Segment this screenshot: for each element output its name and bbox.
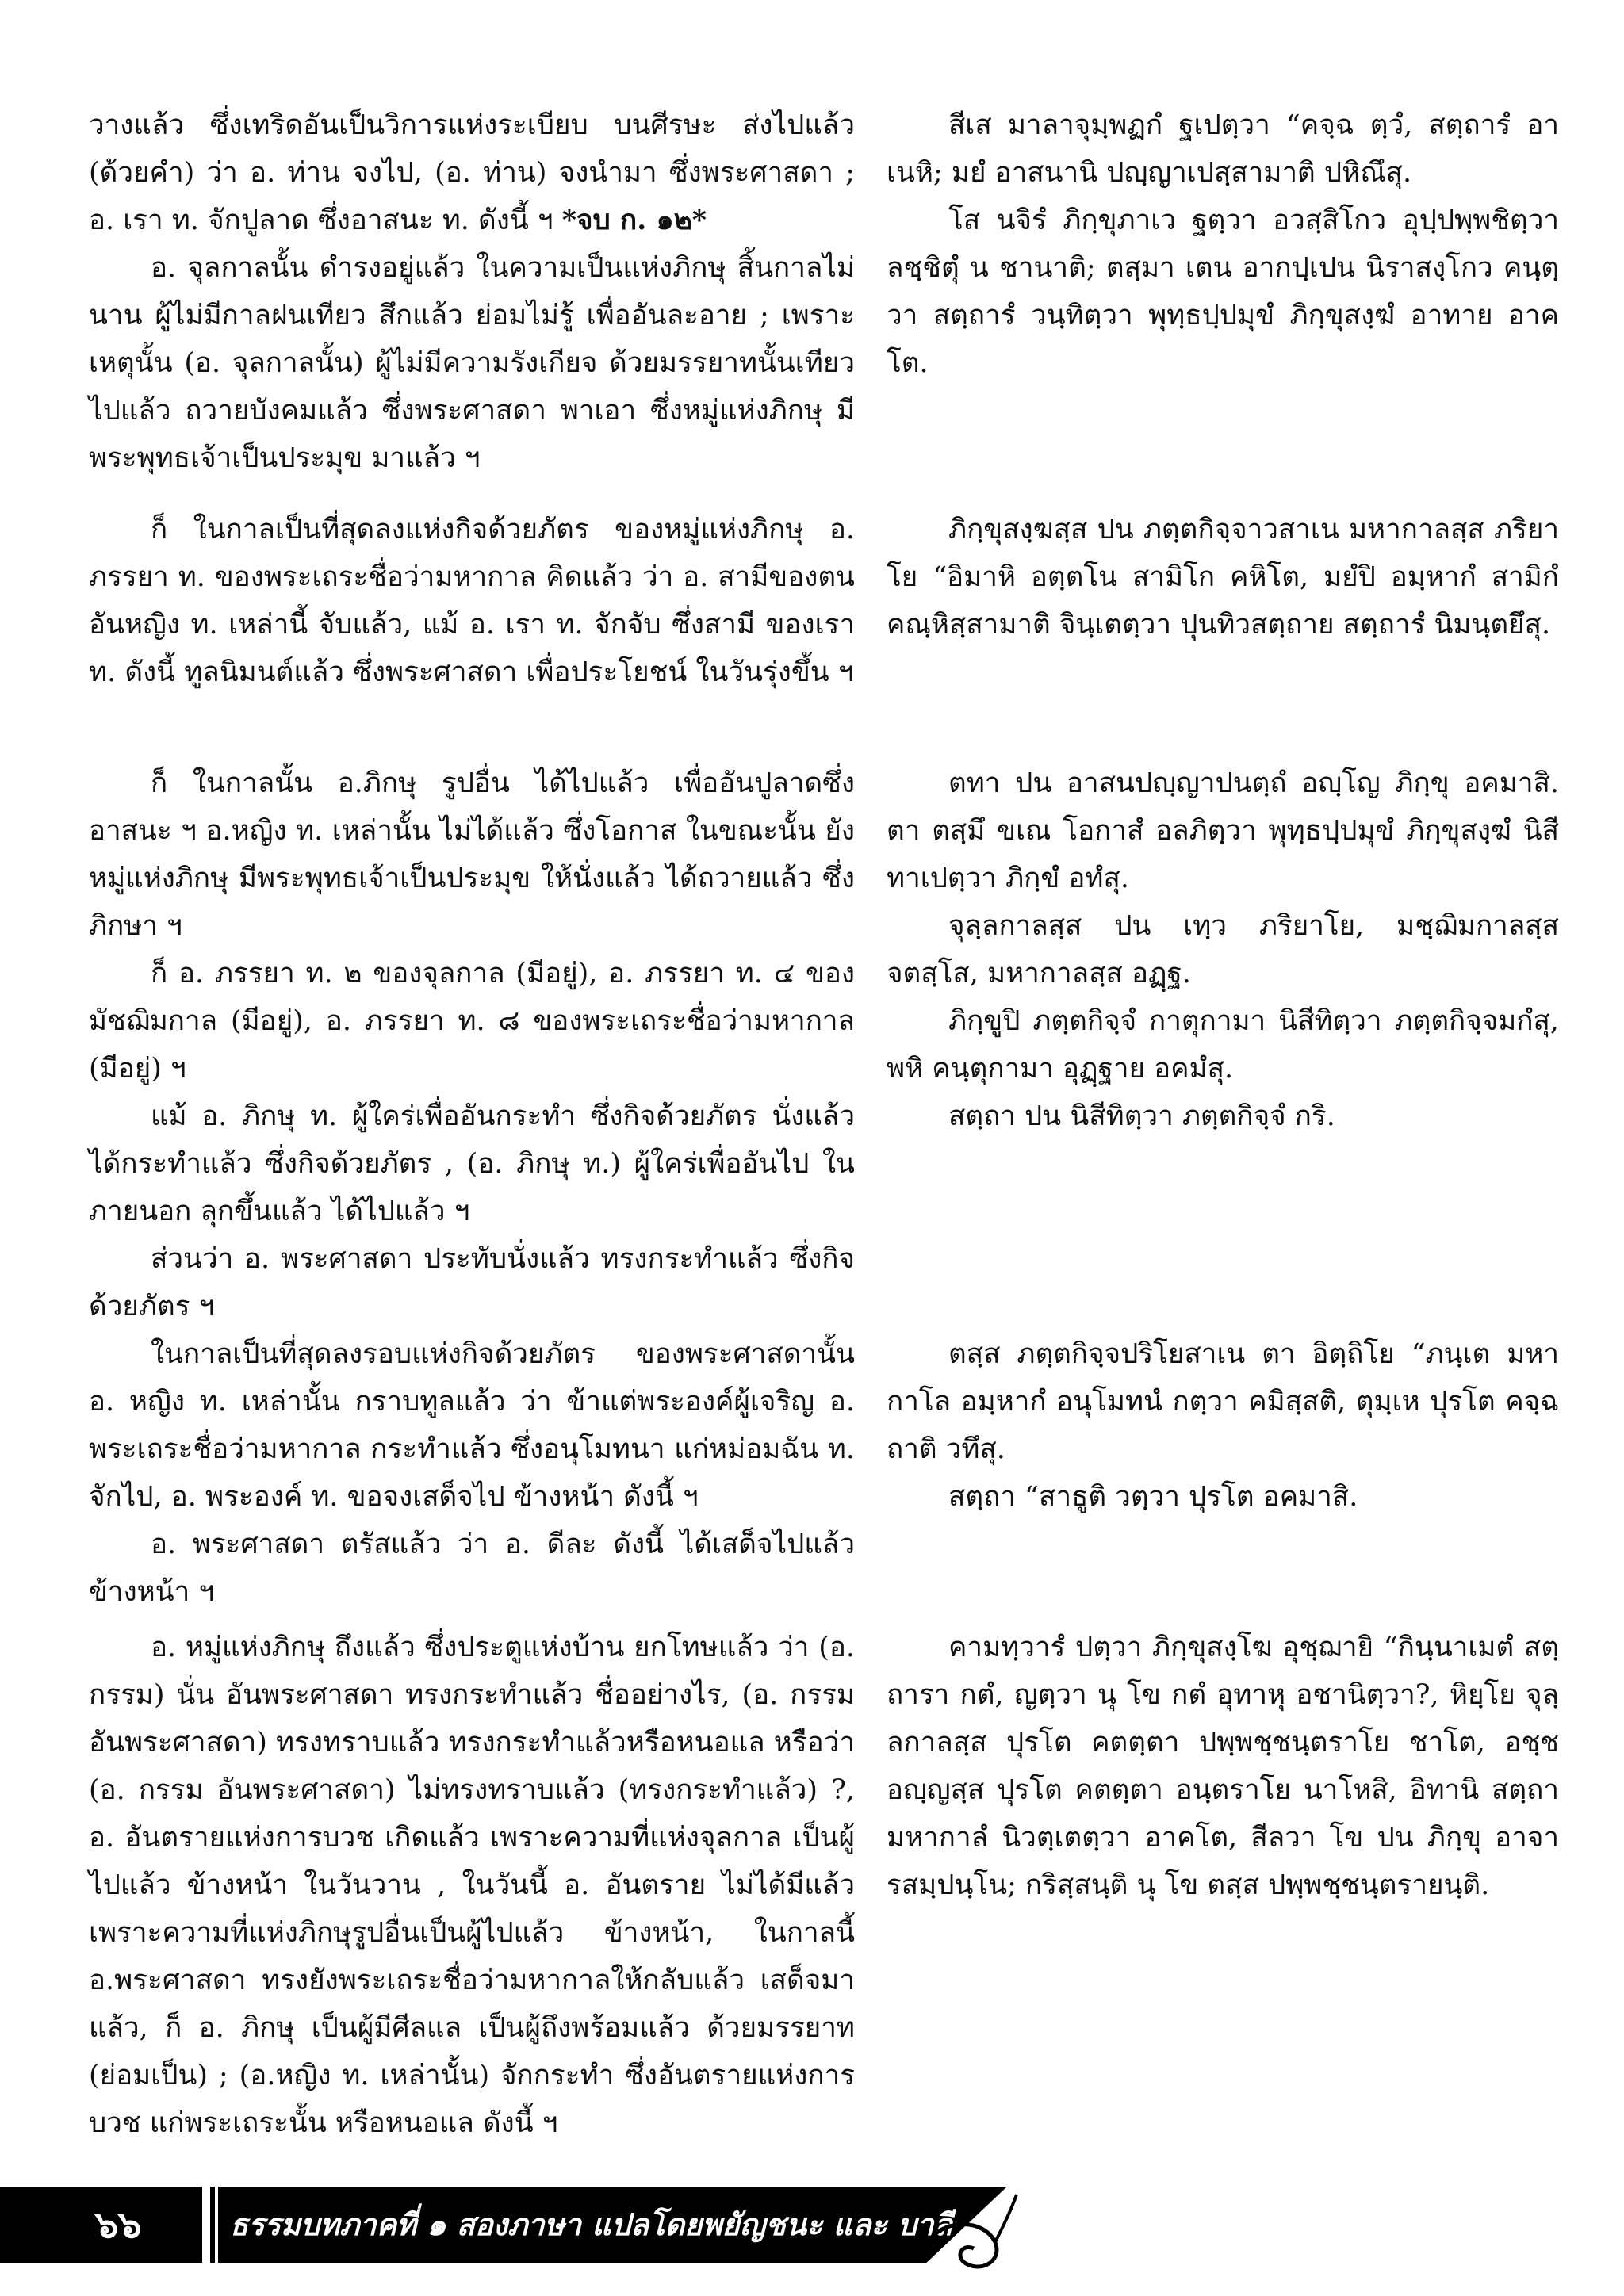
thai-paragraph [89,101,855,244]
thai-paragraph [89,950,855,1093]
thai-paragraph [89,1093,855,1235]
book-title: ธรรมบทภาคที่ ๑ สองภาษา แปลโดยพยัญชนะ และ บาลี [230,2206,952,2242]
page-number: ๖๖ [95,2203,142,2246]
footer-divider [202,2187,210,2263]
pali-column [887,1624,1559,1909]
pali-column [887,760,1559,1140]
pali-paragraph: คามทฺวารํ ปตฺวา ภิกฺขุสงฺโฆ อุชฺฌายิ “กินฺนาเมตํ สตฺถารา กตํ, ญตฺวา นุ โข กตํ อุทาหุ อชานิตฺวา?, หิยฺโย จุลฺลกาลสฺส ปุรโต คตตฺตา ปพฺพชฺชนฺตราโย ชาโต, อชฺช อญฺญสฺส ปุรโต คตตฺตา อนฺตราโย นาโหสิ, อิทานิ สตฺถา มหากาลํ นิวตฺเตตฺวา อาคโต, สีลวา โข ปน ภิกฺขุ อาจารสมฺปนฺโน; กริสฺสนฺติ นุ โข ตสฺส ปพฺพชฺชนฺตรายนฺติ. [887,1632,1559,1901]
thai-column [89,760,855,1330]
pali-paragraph: ภิกฺขุสงฺฆสฺส ปน ภตฺตกิจฺจาวสาเน มหากาลสฺส ภริยาโย “อิมาหิ อตฺตโน สามิโก คหิโต, มยํปิ อมฺหากํ สามิกํ คณฺหิสฺสามาติ จินฺเตตฺวา ปุนทิวสตฺถาย สตฺถารํ นิมนฺตยึสุ. [887,514,1559,641]
pali-paragraph: จุลฺลกาลสฺส ปน เทฺว ภริยาโย, มชฺฌิมกาลสฺส จตสฺโส, มหากาลสฺส อฏฺฐ. [887,910,1559,989]
thai-paragraph [89,1624,855,2147]
thai-paragraph [89,506,855,696]
thai-paragraph-text: อ. จุลกาลนั้น ดำรงอยู่แล้ว ในความเป็นแห่งภิกษุ สิ้นกาลไม่นาน ผู้ไม่มีกาลฝนเทียว สึกแล้ว ย่อมไม่รู้ เพื่ออันละอาย ; เพราะเหตุนั้น (อ. จุลกาลนั้น) ผู้ไม่มีความรังเกียจ ด้วยมรรยาทนั้นเทียว ไปแล้ว ถวายบังคมแล้ว ซึ่งพระศาสดา พาเอา ซึ่งหมู่แห่งภิกษุ มีพระพุทธเจ้าเป็นประมุข มาแล้ว ฯ [89,252,855,474]
ornament-swirl-icon [912,2187,1023,2290]
page-footer [0,2187,1624,2296]
thai-paragraph [89,760,855,950]
thai-paragraph-text: ก็ ในกาลนั้น อ.ภิกษุ รูปอื่น ได้ไปแล้ว เพื่ออันปูลาดซึ่งอาสนะ ฯ อ.หญิง ท. เหล่านั้น ไม่ได้แล้ว ซึ่งโอกาส ในขณะนั้น ยังหมู่แห่งภิกษุ มีพระพุทธเจ้าเป็นประมุข ให้นั่งแล้ว ได้ถวายแล้ว ซึ่งภิกษา ฯ [89,767,855,942]
pali-column [887,101,1559,387]
thai-paragraph [89,244,855,482]
thai-paragraph-text: ก็ อ. ภรรยา ท. ๒ ของจุลกาล (มีอยู่), อ. ภรรยา ท. ๔ ของมัชฌิมกาล (มีอยู่), อ. ภรรยา ท. ๘ ของพระเถระชื่อว่ามหากาล (มีอยู่) ฯ [89,958,855,1085]
thai-paragraph-text: ก็ ในกาลเป็นที่สุดลงแห่งกิจด้วยภัตร ของหมู่แห่งภิกษุ อ. ภรรยา ท. ของพระเถระชื่อว่ามหากาล คิดแล้ว ว่า อ. สามีของตน อันหญิง ท. เหล่านี้ จับแล้ว, แม้ อ. เรา ท. จักจับ ซึ่งสามี ของเรา ท. ดังนี้ ทูลนิมนต์แล้ว ซึ่งพระศาสดา เพื่อประโยชน์ ในวันรุ่งขึ้น ฯ [89,514,855,688]
thai-paragraph-text: ในกาลเป็นที่สุดลงรอบแห่งกิจด้วยภัตร ของพระศาสดานั้น อ. หญิง ท. เหล่านั้น กราบทูลแล้ว ว่า ข้าแต่พระองค์ผู้เจริญ อ. พระเถระชื่อว่ามหากาล กระทำแล้ว ซึ่งอนุโมทนา แก่หม่อมฉัน ท. จักไป, อ. พระองค์ ท. ขอจงเสด็จไป ข้างหน้า ดังนี้ ฯ [89,1338,855,1513]
thai-column [89,1624,855,2147]
thai-paragraph [89,1521,855,1616]
thai-paragraph-text: แม้ อ. ภิกษุ ท. ผู้ใคร่เพื่ออันกระทำ ซึ่งกิจด้วยภัตร นั่งแล้ว ได้กระทำแล้ว ซึ่งกิจด้วยภัตร , (อ. ภิกษุ ท.) ผู้ใคร่เพื่ออันไป ในภายนอก ลุกขึ้นแล้ว ได้ไปแล้ว ฯ [89,1100,855,1227]
pali-paragraph: ตสฺส ภตฺตกิจฺจปริโยสาเน ตา อิตฺถิโย “ภนฺเต มหากาโล อมฺหากํ อนุโมทนํ กตฺวา คมิสฺสติ, ตุมฺเห ปุรโต คจฺฉถาติ วทึสุ. [887,1338,1559,1465]
thai-column [89,506,855,696]
chapter-end-marker: *จบ ก. ๑๒* [561,204,707,236]
thai-column [89,1330,855,1616]
thai-paragraph-text: วางแล้ว ซึ่งเทริดอันเป็นวิการแห่งระเบียบ บนศีรษะ ส่งไปแล้ว (ด้วยคำ) ว่า อ. ท่าน จงไป, (อ. ท่าน) จงนำมา ซึ่งพระศาสดา ; อ. เรา ท. จักปูลาด ซึ่งอาสนะ ท. ดังนี้ ฯ [89,109,855,236]
pali-paragraph: สีเส มาลาจุมฺพฏกํ ฐเปตฺวา “คจฺฉ ตฺวํ, สตฺถารํ อาเนหิ; มยํ อาสนานิ ปญฺญาเปสฺสามาติ ปหิณึสุ. [887,109,1559,189]
thai-paragraph [89,1235,855,1330]
thai-paragraph-text: อ. พระศาสดา ตรัสแล้ว ว่า อ. ดีละ ดังนี้ ได้เสด็จไปแล้ว ข้างหน้า ฯ [89,1529,855,1608]
pali-paragraph: สตฺถา “สาธูติ วตฺวา ปุรโต อคมาสิ. [948,1481,1358,1513]
pali-column [887,506,1559,649]
footer-divider-thin [215,2187,218,2263]
pali-paragraph: สตฺถา ปน นิสีทิตฺวา ภตฺตกิจฺจํ กริ. [948,1100,1335,1132]
thai-paragraph-text: ส่วนว่า อ. พระศาสดา ประทับนั่งแล้ว ทรงกระทำแล้ว ซึ่งกิจด้วยภัตร ฯ [89,1243,855,1322]
pali-column [887,1330,1559,1521]
pali-paragraph: ภิกฺขูปิ ภตฺตกิจฺจํ กาตุกามา นิสีทิตฺวา ภตฺตกิจฺจมกํสุ, พหิ คนฺตุกามา อุฏฺฐาย อคมํสุ. [887,1005,1559,1085]
thai-paragraph-text: อ. หมู่แห่งภิกษุ ถึงแล้ว ซึ่งประตูแห่งบ้าน ยกโทษแล้ว ว่า (อ. กรรม) นั่น อันพระศาสดา ทรงกระทำแล้ว ชื่ออย่างไร, (อ. กรรม อันพระศาสดา) ทรงทราบแล้ว ทรงกระทำแล้วหรือหนอแล หรือว่า (อ. กรรม อันพระศาสดา) ไม่ทรงทราบแล้ว (ทรงกระทำแล้ว) ?, อ. อันตรายแห่งการบวช เกิดแล้ว เพราะความที่แห่งจุลกาล เป็นผู้ไปแล้ว ข้างหน้า ในวันวาน , ในวันนี้ อ. อันตราย ไม่ได้มีแล้ว เพราะความที่แห่งภิกษุรูปอื่นเป็นผู้ไปแล้ว ข้างหน้า, ในกาลนี้ อ.พระศาสดา ทรงยังพระเถระชื่อว่ามหากาลให้กลับแล้ว เสด็จมาแล้ว, ก็ อ. ภิกษุ เป็นผู้มีศีลแล เป็นผู้ถึงพร้อมแล้ว ด้วยมรรยาท (ย่อมเป็น) ; (อ.หญิง ท. เหล่านั้น) จักกระทำ ซึ่งอันตรายแห่งการบวช แก่พระเถระนั้น หรือหนอแล ดังนี้ ฯ [89,1632,855,2139]
pali-paragraph: ตทา ปน อาสนปญฺญาปนตฺถํ อญฺโญ ภิกฺขุ อคมาสิ. ตา ตสฺมึ ขเณ โอกาสํ อลภิตฺวา พุทฺธปฺปมุขํ ภิกฺขุสงฺฆํ นิสีทาเปตฺวา ภิกฺขํ อทํสุ. [887,767,1559,894]
thai-paragraph [89,1330,855,1521]
thai-column [89,101,855,482]
pali-paragraph: โส นจิรํ ภิกฺขุภาเว ฐตฺวา อวสฺสิโกว อุปฺปพฺพชิตฺวา ลชฺชิตุํ น ชานาติ; ตสฺมา เตน อากปฺเปน นิราสงฺโกว คนฺตฺวา สตฺถารํ วนฺทิตฺวา พุทฺธปฺปมุขํ ภิกฺขุสงฺฆํ อาทาย อาคโต. [887,205,1559,379]
